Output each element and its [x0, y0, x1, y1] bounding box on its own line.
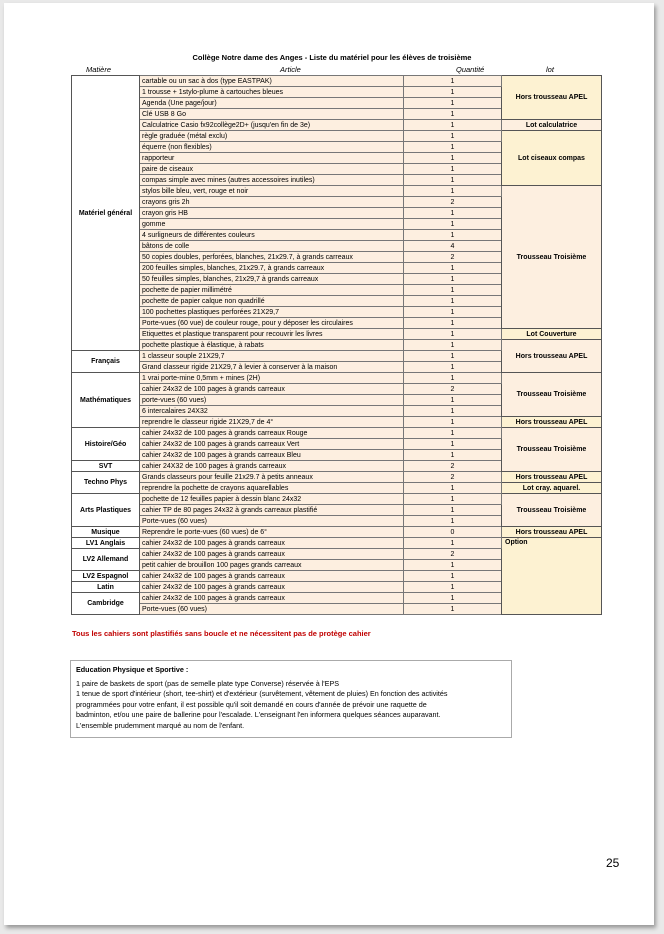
notebook-note: Tous les cahiers sont plastifiés sans boucle et ne nécessitent pas de protège cahier	[72, 629, 371, 638]
matiere-cell: Français	[72, 351, 140, 373]
matiere-cell: Techno Phys	[72, 472, 140, 494]
quantity-cell: 1	[404, 153, 502, 164]
article-cell: 1 trousse + 1stylo-plume à cartouches bleues	[140, 87, 404, 98]
lot-cell: Hors trousseau APEL	[502, 340, 602, 373]
quantity-cell: 1	[404, 483, 502, 494]
table-row	[72, 483, 602, 494]
eps-line: L'ensemble prudemment marqué au nom de l'enfant.	[76, 720, 245, 730]
matiere-cell: Cambridge	[72, 593, 140, 615]
article-cell: stylos bille bleu, vert, rouge et noir	[140, 186, 404, 197]
table-row	[72, 417, 602, 428]
quantity-cell: 1	[404, 274, 502, 285]
eps-line: 1 paire de baskets de sport (pas de semelle plate type Converse) réservée à l'EPS	[76, 678, 340, 688]
header-matiere: Matière	[86, 65, 112, 74]
table-row	[72, 538, 602, 549]
quantity-cell: 2	[404, 549, 502, 560]
lot-cell: Hors trousseau APEL	[502, 76, 602, 120]
lot-cell: Hors trousseau APEL	[502, 472, 602, 483]
quantity-cell: 1	[404, 494, 502, 505]
article-cell: pochette de 12 feuilles papier à dessin blanc 24x32	[140, 494, 404, 505]
article-cell: cahier TP de 80 pages 24x32 à grands carreaux plastifié	[140, 505, 404, 516]
article-cell: Reprendre le porte-vues (60 vues) de 6°	[140, 527, 404, 538]
quantity-cell: 1	[404, 296, 502, 307]
quantity-cell: 1	[404, 582, 502, 593]
quantity-cell: 1	[404, 450, 502, 461]
quantity-cell: 1	[404, 87, 502, 98]
article-cell: Etiquettes et plastique transparent pour recouvrir les livres	[140, 329, 404, 340]
article-cell: 100 pochettes plastiques perforées 21X29,7	[140, 307, 404, 318]
table-row	[72, 120, 602, 131]
article-cell: Porte-vues (60 vues)	[140, 516, 404, 527]
article-cell: compas simple avec mines (autres accessoires inutiles)	[140, 175, 404, 186]
quantity-cell: 1	[404, 164, 502, 175]
article-cell: cartable ou un sac à dos (type EASTPAK)	[140, 76, 404, 87]
matiere-cell: Matériel général	[72, 76, 140, 351]
quantity-cell: 1	[404, 538, 502, 549]
table-row	[72, 428, 602, 439]
quantity-cell: 1	[404, 604, 502, 615]
table-row	[72, 527, 602, 538]
quantity-cell: 4	[404, 241, 502, 252]
quantity-cell: 1	[404, 351, 502, 362]
quantity-cell: 1	[404, 571, 502, 582]
article-cell: 1 vrai porte-mine 0,5mm + mines (2H)	[140, 373, 404, 384]
quantity-cell: 1	[404, 109, 502, 120]
quantity-cell: 1	[404, 285, 502, 296]
article-cell: pochette de papier calque non quadrillé	[140, 296, 404, 307]
quantity-cell: 1	[404, 395, 502, 406]
article-cell: 6 intercalaires 24X32	[140, 406, 404, 417]
lot-cell: Trousseau Troisième	[502, 373, 602, 417]
quantity-cell: 1	[404, 439, 502, 450]
lot-cell: Lot cray. aquarel.	[502, 483, 602, 494]
quantity-cell: 1	[404, 417, 502, 428]
quantity-cell: 1	[404, 373, 502, 384]
article-cell: pochette de papier millimétré	[140, 285, 404, 296]
lot-cell: Trousseau Troisième	[502, 428, 602, 472]
article-cell: cahier 24x32 de 100 pages à grands carreaux	[140, 384, 404, 395]
matiere-cell: Histoire/Géo	[72, 428, 140, 461]
eps-box	[70, 660, 512, 738]
quantity-cell: 1	[404, 131, 502, 142]
article-cell: Clé USB 8 Go	[140, 109, 404, 120]
table-row	[72, 472, 602, 483]
article-cell: Calculatrice Casio fx92collège2D+ (jusqu'en fin de 3e)	[140, 120, 404, 131]
article-cell: bâtons de colle	[140, 241, 404, 252]
article-cell: 200 feuilles simples, blanches, 21x29.7, à grands carreaux	[140, 263, 404, 274]
article-cell: rapporteur	[140, 153, 404, 164]
header-quantite: Quantité	[456, 65, 485, 74]
quantity-cell: 1	[404, 593, 502, 604]
article-cell: crayon gris HB	[140, 208, 404, 219]
article-cell: Agenda (Une page/jour)	[140, 98, 404, 109]
matiere-cell: Arts Plastiques	[72, 494, 140, 527]
lot-cell: Hors trousseau APEL	[502, 527, 602, 538]
article-cell: petit cahier de brouillon 100 pages grands carreaux	[140, 560, 404, 571]
article-cell: reprendre la pochette de crayons aquarellables	[140, 483, 404, 494]
article-cell: cahier 24x32 de 100 pages à grands carreaux	[140, 538, 404, 549]
article-cell: paire de ciseaux	[140, 164, 404, 175]
table-row	[72, 373, 602, 384]
article-cell: pochette plastique à élastique, à rabats	[140, 340, 404, 351]
quantity-cell: 1	[404, 263, 502, 274]
article-cell: cahier 24x32 de 100 pages à grands carreaux	[140, 549, 404, 560]
table-row	[72, 76, 602, 87]
quantity-cell: 1	[404, 307, 502, 318]
article-cell: Porte-vues (60 vues)	[140, 604, 404, 615]
header-article: Article	[280, 65, 301, 74]
article-cell: équerre (non flexibles)	[140, 142, 404, 153]
article-cell: règle graduée (métal exclu)	[140, 131, 404, 142]
matiere-cell: SVT	[72, 461, 140, 472]
eps-title: Education Physique et Sportive :	[76, 665, 189, 674]
quantity-cell: 1	[404, 142, 502, 153]
quantity-cell: 1	[404, 505, 502, 516]
matiere-cell: Latin	[72, 582, 140, 593]
lot-cell: Lot calculatrice	[502, 120, 602, 131]
quantity-cell: 1	[404, 329, 502, 340]
article-cell: cahier 24x32 de 100 pages à grands carreaux	[140, 571, 404, 582]
article-cell: 50 feuilles simples, blanches, 21x29,7 à grands carreaux	[140, 274, 404, 285]
article-cell: cahier 24x32 de 100 pages à grands carreaux	[140, 582, 404, 593]
article-cell: 1 classeur souple 21X29,7	[140, 351, 404, 362]
quantity-cell: 1	[404, 186, 502, 197]
page-number: 25	[606, 856, 620, 870]
article-cell: 50 copies doubles, perforées, blanches, 21x29.7, à grands carreaux	[140, 252, 404, 263]
matiere-cell: LV2 Allemand	[72, 549, 140, 571]
table-row	[72, 131, 602, 142]
quantity-cell: 1	[404, 230, 502, 241]
lot-cell: Trousseau Troisième	[502, 186, 602, 329]
lot-cell: Hors trousseau APEL	[502, 417, 602, 428]
lot-cell: Lot Couverture	[502, 329, 602, 340]
quantity-cell: 2	[404, 472, 502, 483]
table-row	[72, 329, 602, 340]
quantity-cell: 1	[404, 76, 502, 87]
table-row	[72, 494, 602, 505]
article-cell: cahier 24X32 de 100 pages à grands carreaux	[140, 461, 404, 472]
quantity-cell: 1	[404, 406, 502, 417]
quantity-cell: 1	[404, 318, 502, 329]
quantity-cell: 2	[404, 461, 502, 472]
matiere-cell: Mathématiques	[72, 373, 140, 428]
table-row	[72, 340, 602, 351]
eps-line: 1 tenue de sport d'intérieur (short, tee-shirt) et d'extérieur (survêtement, vêtement de pluies) En fonction des activités	[76, 689, 448, 698]
article-cell: 4 surligneurs de différentes couleurs	[140, 230, 404, 241]
document-title: Collège Notre dame des Anges - Liste du matériel pour les élèves de troisième	[192, 53, 472, 62]
article-cell: Grands classeurs pour feuille 21x29.7 à petits anneaux	[140, 472, 404, 483]
article-cell: cahier 24x32 de 100 pages à grands carreaux	[140, 593, 404, 604]
eps-line: programmées pour votre enfant, il est possible qu'il soit demandé en cours d'année de prévoir une raquette de	[76, 699, 427, 709]
quantity-cell: 1	[404, 98, 502, 109]
quantity-cell: 1	[404, 208, 502, 219]
lot-cell: Trousseau Troisième	[502, 494, 602, 527]
quantity-cell: 2	[404, 384, 502, 395]
article-cell: cahier 24x32 de 100 pages à grands carreaux Vert	[140, 439, 404, 450]
article-cell: reprendre le classeur rigide 21X29,7 de 4°	[140, 417, 404, 428]
quantity-cell: 1	[404, 428, 502, 439]
matiere-cell: LV2 Espagnol	[72, 571, 140, 582]
quantity-cell: 1	[404, 362, 502, 373]
article-cell: crayons gris 2h	[140, 197, 404, 208]
quantity-cell: 2	[404, 197, 502, 208]
article-cell: Grand classeur rigide 21X29,7 à levier à conserver à la maison	[140, 362, 404, 373]
quantity-cell: 1	[404, 219, 502, 230]
quantity-cell: 1	[404, 516, 502, 527]
article-cell: cahier 24x32 de 100 pages à grands carreaux Bleu	[140, 450, 404, 461]
eps-line: badminton, et/ou une paire de ballerine pour l'escalade. L'enseignant l'en informera quelques séances auparavant.	[76, 710, 441, 719]
article-cell: Porte-vues (60 vue) de couleur rouge, pour y déposer les circulaires	[140, 318, 404, 329]
matiere-cell: Musique	[72, 527, 140, 538]
quantity-cell: 1	[404, 175, 502, 186]
table-row	[72, 186, 602, 197]
header-lot: lot	[546, 65, 554, 74]
quantity-cell: 2	[404, 252, 502, 263]
article-cell: cahier 24x32 de 100 pages à grands carreaux Rouge	[140, 428, 404, 439]
article-cell: porte-vues (60 vues)	[140, 395, 404, 406]
supplies-table	[71, 75, 602, 615]
quantity-cell: 1	[404, 120, 502, 131]
quantity-cell: 1	[404, 340, 502, 351]
matiere-cell: LV1 Anglais	[72, 538, 140, 549]
article-cell: gomme	[140, 219, 404, 230]
quantity-cell: 0	[404, 527, 502, 538]
lot-cell: Lot ciseaux compas	[502, 131, 602, 186]
quantity-cell: 1	[404, 560, 502, 571]
lot-cell: Option	[502, 538, 602, 615]
